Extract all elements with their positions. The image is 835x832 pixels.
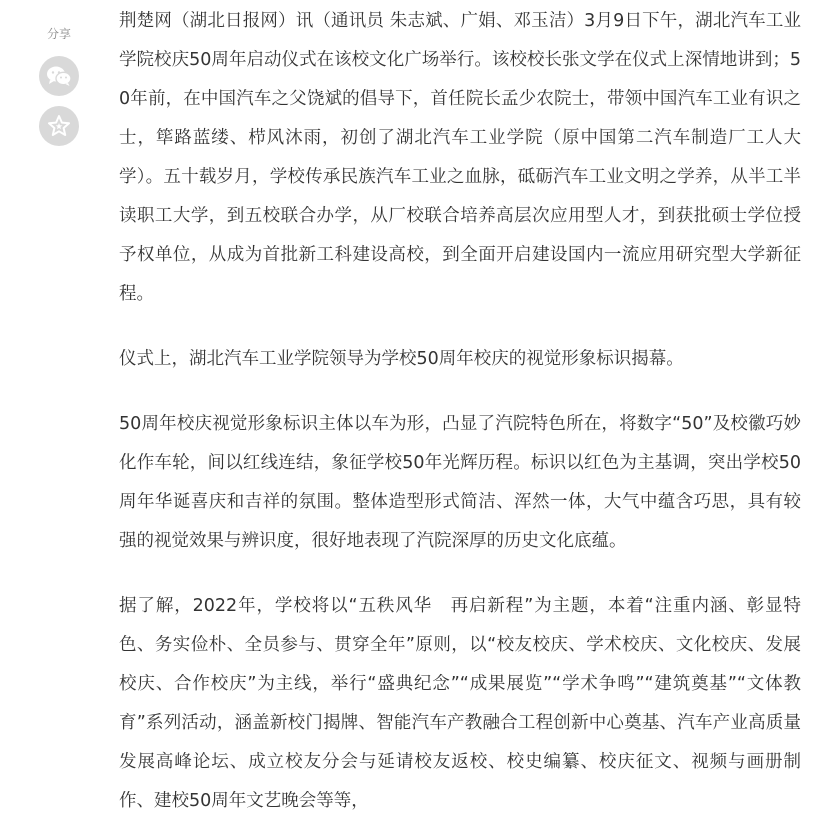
share-label: 分享 [46, 27, 71, 41]
wechat-icon [46, 65, 72, 87]
article-paragraph: 50周年校庆视觉形象标识主体以车为形，凸显了汽院特色所在，将数字“50”及校徽巧妙化作车轮，间以红线连结，象征学校50年光辉历程。标识以红色为主基调，突出学校50周年华诞喜庆和吉祥的氛围。整体造型形式简洁、浑然一体，大气中蕴含巧思，具有较强的视觉效果与辨识度，很好地表现了汽院深厚的历史文化底蕴。 [119, 414, 801, 551]
article-body [119, 2, 801, 832]
article-paragraph: 仪式上，湖北汽车工业学院领导为学校50周年校庆的视觉形象标识揭幕。 [119, 349, 684, 369]
share-wechat-button[interactable] [39, 56, 79, 96]
share-sidebar [38, 26, 80, 156]
article-paragraph: 荆楚网（湖北日报网）讯（通讯员 朱志斌、广娟、邓玉洁）3月9日下午，湖北汽车工业学院校庆50周年启动仪式在该校文化广场举行。该校校长张文学在仪式上深情地讲到；50年前，在中国汽车之父饶斌的倡导下，首任院长孟少农院士，带领中国汽车工业有识之士，筚路蓝缕、栉风沐雨，初创了湖北汽车工业学院（原中国第二汽车制造厂工人大学）。五十载岁月，学校传承民族汽车工业之血脉，砥砺汽车工业文明之学养，从半工半读职工大学，到五校联合办学，从厂校联合培养高层次应用型人才，到获批硕士学位授予权单位，从成为首批新工科建设高校，到全面开启建设国内一流应用研究型大学新征程。 [119, 11, 801, 304]
article-paragraph: 据了解，2022年，学校将以“五秩风华 再启新程”为主题，本着“注重内涵、彰显特色、务实俭朴、全员参与、贯穿全年”原则，以“校友校庆、学术校庆、文化校庆、发展校庆、合作校庆”为主线，举行“盛典纪念”“成果展览”“学术争鸣”“建筑奠基”“文体教育”系列活动，涵盖新校门揭牌、智能汽车产教融合工程创新中心奠基、汽车产业高质量发展高峰论坛、成立校友分会与延请校友返校、校史编纂、校庆征文、视频与画册制作、建校50周年文艺晚会等等， [119, 596, 801, 811]
favorite-button[interactable] [39, 106, 79, 146]
favorite-star-icon [47, 114, 71, 138]
